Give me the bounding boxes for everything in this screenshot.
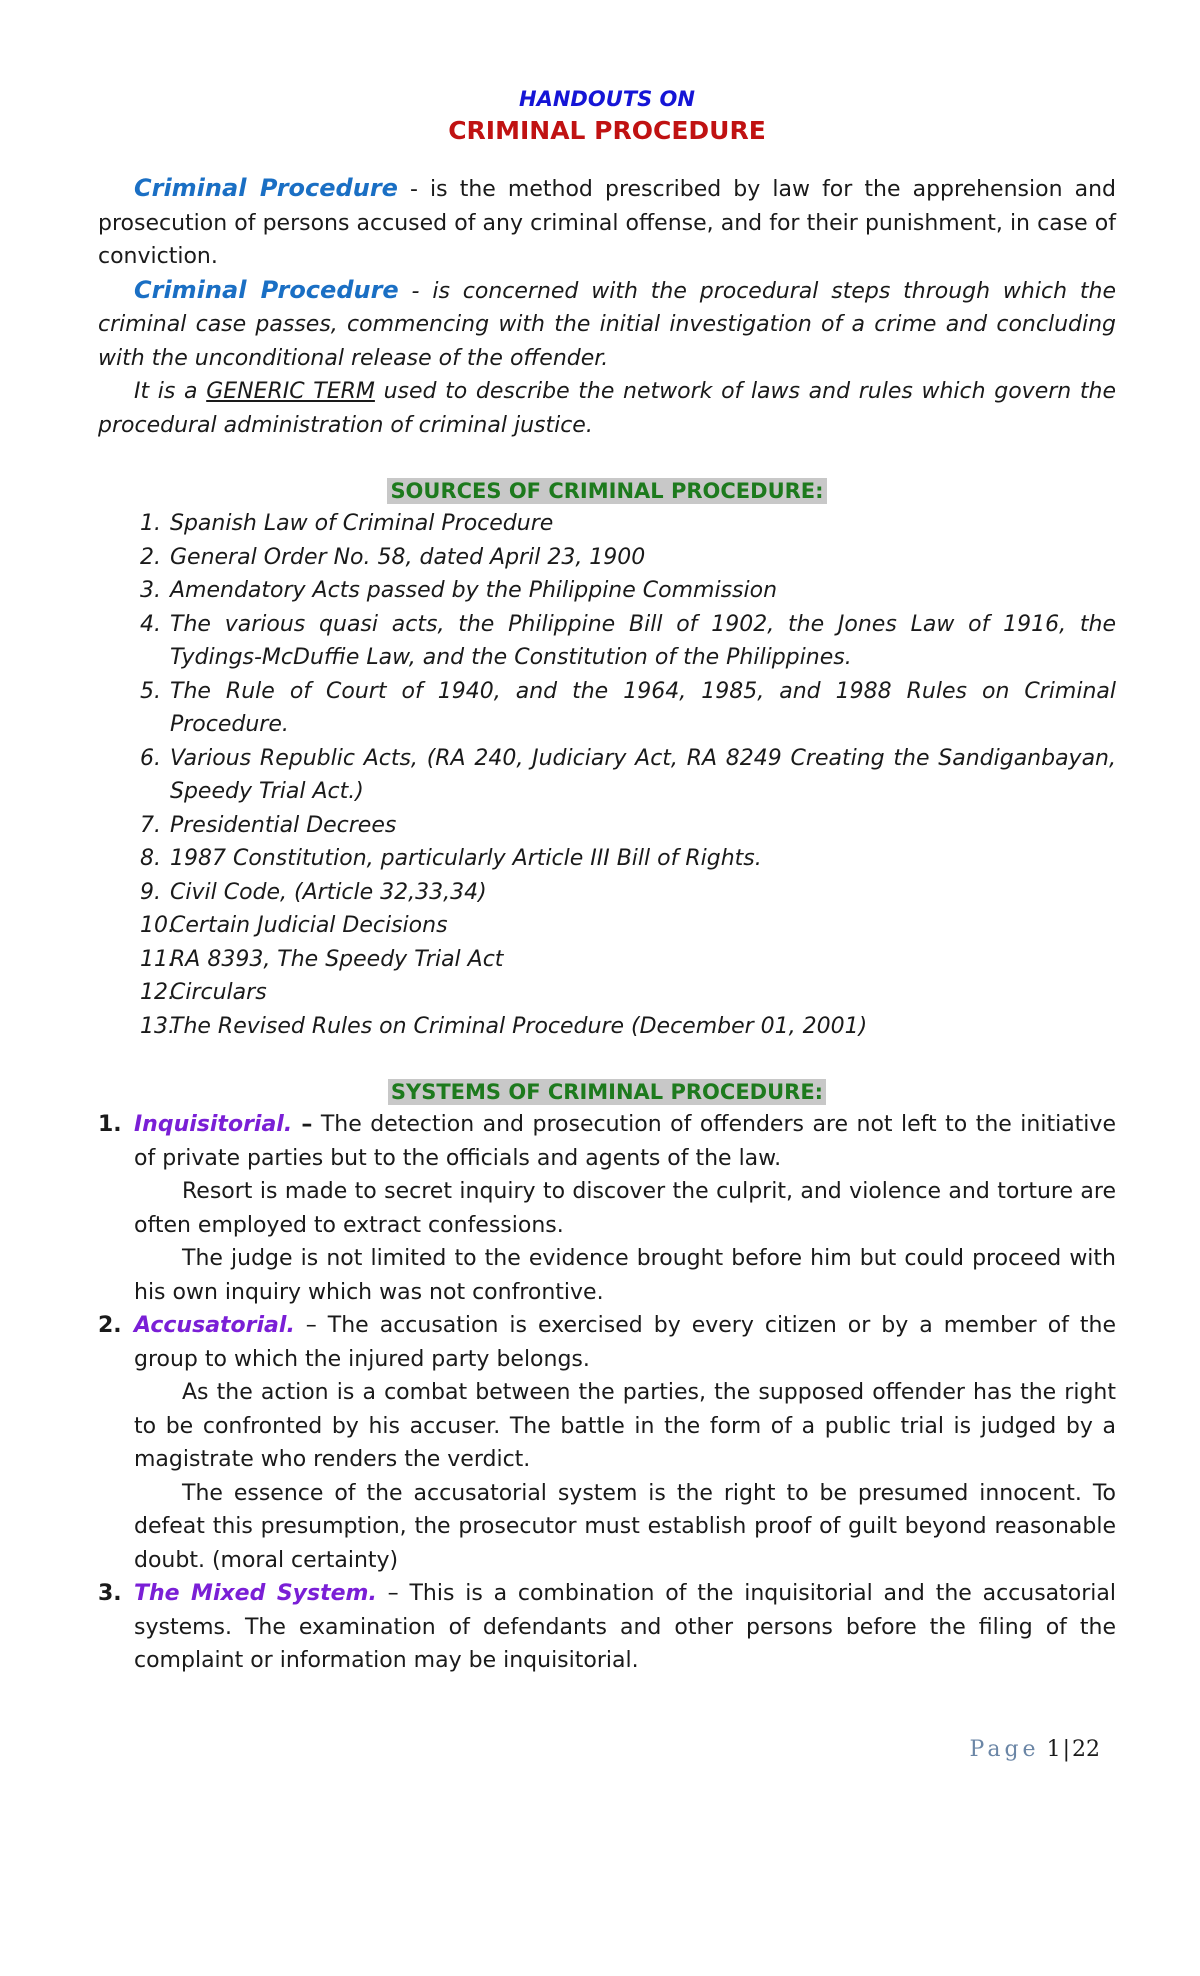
system-lead: The Mixed System. – This is a combination of the inquisitorial and the accusatorial systems. The examination of defendants and other persons before the filing of the complaint or information may be inquisitorial.	[134, 1581, 1117, 1673]
system-inquisitorial: 1. Inquisitorial. – The detection and prosecution of offenders are not left to the initiative of private parties but to the officials and agents of the law. Resort is made to secret inquiry to discover the culprit, and violence and torture are often employed to extract confessions. The judge is not limited to the evidence brought before him but could proceed with his own inquiry which was not confrontive.	[98, 1108, 1116, 1309]
definition-paragraph-1	[98, 172, 1116, 274]
handout-subtitle: HANDOUTS ON	[519, 87, 695, 111]
generic-term-post: used to describe the network of laws and rules which govern the procedural administration of criminal justice.	[98, 379, 1116, 438]
system-paragraph: The judge is not limited to the evidence brought before him but could proceed with his own inquiry which was not confrontive.	[134, 1246, 1116, 1305]
system-mixed: 3. The Mixed System. – This is a combination of the inquisitorial and the accusatorial systems. The examination of defendants and other persons before the filing of the complaint or information may be inquisitorial.	[98, 1577, 1116, 1678]
generic-term-pre: It is a	[134, 379, 207, 404]
page-number-footer	[970, 1737, 1100, 1762]
list-item: 4. The various quasi acts, the Philippine Bill of 1902, the Jones Law of 1916, the Tydings-McDuffie Law, and the Constitution of the Philippines.	[140, 611, 1116, 670]
list-item: 2. General Order No. 58, dated April 23, 1900	[140, 544, 646, 570]
list-item: 6. Various Republic Acts, (RA 240, Judiciary Act, RA 8249 Creating the Sandiganbayan, Speedy Trial Act.)	[140, 745, 1116, 804]
list-item: 8. 1987 Constitution, particularly Article III Bill of Rights.	[140, 846, 762, 871]
definition-text: - is the method prescribed by law for the apprehension and prosecution of persons accused of any criminal offense, and for their punishment, in case of conviction.	[98, 177, 1116, 269]
list-item: 3. Amendatory Acts passed by the Philippine Commission	[140, 578, 778, 603]
system-lead: Accusatorial. – The accusation is exercised by every citizen or by a member of the group to which the injured party belongs.	[134, 1313, 1116, 1372]
list-item: 9. Civil Code, (Article 32,33,34)	[140, 879, 487, 905]
list-item: 12. Circulars	[140, 980, 267, 1005]
system-paragraph: As the action is a combat between the parties, the supposed offender has the right to be confronted by his accuser. The battle in the form of a public trial is judged by a magistrate who renders the verdict.	[134, 1380, 1116, 1472]
system-paragraph: Resort is made to secret inquiry to discover the culprit, and violence and torture are often employed to extract confessions.	[134, 1179, 1116, 1238]
page-separator: |	[1062, 1737, 1070, 1762]
system-lead: Inquisitorial. – The detection and prosecution of offenders are not left to the initiative of private parties but to the officials and agents of the law.	[134, 1112, 1116, 1171]
system-paragraph: The essence of the accusatorial system is the right to be presumed innocent. To defeat this presumption, the prosecutor must establish proof of guilt beyond reasonable doubt. (moral certainty)	[134, 1480, 1116, 1573]
systems-heading: SYSTEMS OF CRIMINAL PROCEDURE:	[98, 1076, 1116, 1108]
sources-heading: SOURCES OF CRIMINAL PROCEDURE:	[98, 475, 1116, 507]
list-item: 11. RA 8393, The Speedy Trial Act	[140, 946, 504, 972]
definition-paragraph-2	[98, 274, 1116, 376]
list-item: 7. Presidential Decrees	[140, 812, 397, 838]
system-accusatorial: 2. Accusatorial. – The accusation is exercised by every citizen or by a member of the group to which the injured party belongs. As the action is a combat between the parties, the supposed offender has the right to be confronted by his accuser. The battle in the form of a public trial is judged by a magistrate who renders the verdict. The essence of the accusatorial system is the right to be presumed innocent. To defeat this presumption, the prosecutor must establish proof of guilt beyond reasonable doubt. (moral certainty)	[98, 1309, 1116, 1577]
generic-term: GENERIC TERM	[206, 379, 375, 404]
current-page: 1	[1046, 1737, 1061, 1762]
page-label: Page	[969, 1737, 1040, 1762]
list-item: 5. The Rule of Court of 1940, and the 1964, 1985, and 1988 Rules on Criminal Procedure.	[140, 678, 1116, 737]
handout-title: CRIMINAL PROCEDURE	[448, 116, 766, 145]
list-item: 1. Spanish Law of Criminal Procedure	[140, 511, 554, 536]
systems-list	[98, 1108, 1116, 1678]
generic-term-paragraph	[98, 375, 1116, 442]
list-item: 13. The Revised Rules on Criminal Procedure (December 01, 2001)	[140, 1013, 868, 1039]
definition-text: - is concerned with the procedural steps through which the criminal case passes, commencing with the initial investigation of a crime and concluding with the unconditional release of the offender.	[98, 278, 1116, 371]
term-criminal-procedure: Criminal Procedure	[134, 275, 399, 304]
term-criminal-procedure: Criminal Procedure	[134, 174, 398, 202]
sources-list	[98, 507, 1116, 1043]
page-content	[98, 84, 1116, 1678]
total-pages: 22	[1072, 1737, 1100, 1762]
list-item: 10. Certain Judicial Decisions	[140, 913, 448, 938]
